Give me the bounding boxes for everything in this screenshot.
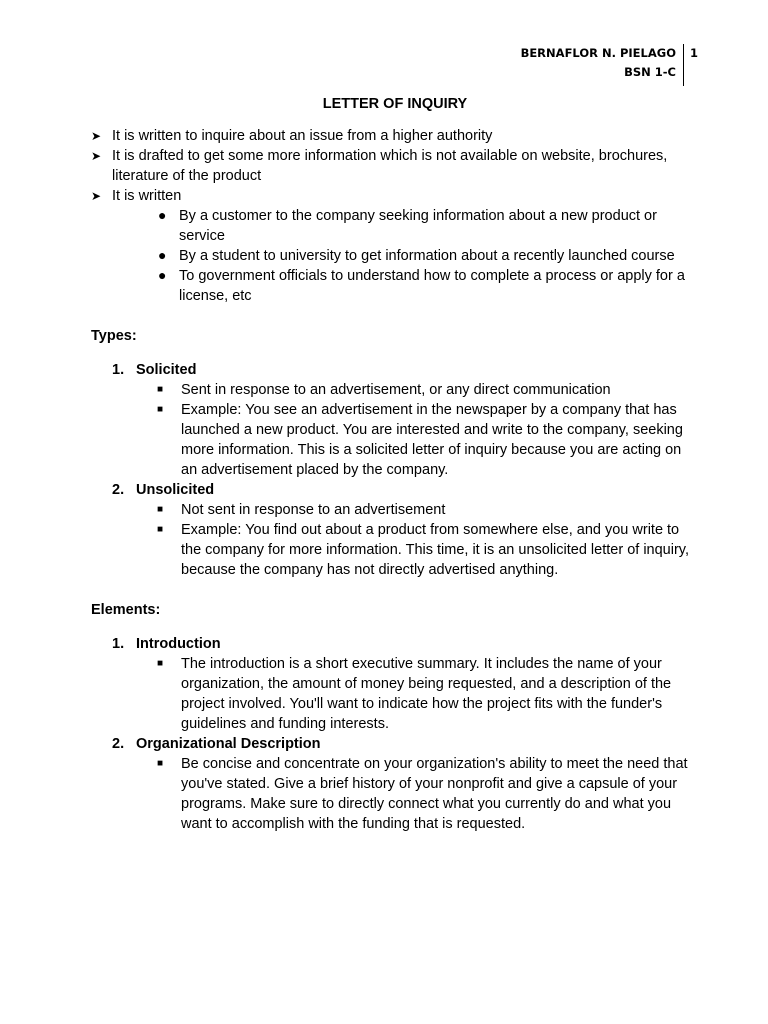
types-list <box>91 360 691 580</box>
list-item: ■ Example: You find out about a product from somewhere else, and you write to the company for more information. This time, it is an unsolicited letter of inquiry, because the company has not directly advertised anything. <box>157 522 689 578</box>
list-item: 2. Organizational Description ■ Be concise and concentrate on your organization's ability to meet the need that you've stated. Give a brief history of your nonprofit and give a capsule of your programs. Make sure to directly connect what you currently do and what you want to accomplish with the funding that is requested. <box>112 734 691 834</box>
list-item: ■ Sent in response to an advertisement, or any direct communication <box>157 382 611 398</box>
elements-heading: Elements: <box>91 602 161 618</box>
square-bullet-icon: ■ <box>157 758 164 769</box>
list-item: ■ Not sent in response to an advertisement <box>157 502 446 518</box>
list-item: ■ The introduction is a short executive summary. It includes the name of your organization, the amount of money being requested, and a description of the project involved. You'll want to indicate how the project fits with the funder's guidelines and funding interests. <box>157 656 672 732</box>
element-title: Introduction <box>136 636 221 652</box>
list-item: ● By a customer to the company seeking information about a new product or service <box>158 207 657 244</box>
intro-list <box>91 126 691 306</box>
list-item: ● By a student to university to get information about a recently launched course <box>158 247 675 264</box>
dot-bullet-icon: ● <box>158 267 167 283</box>
page-number: 1 <box>689 46 698 60</box>
element-title: Organizational Description <box>136 736 321 752</box>
square-bullet-icon: ■ <box>157 384 164 395</box>
list-item: 1. Introduction ■ The introduction is a short executive summary. It includes the name of your organization, the amount of money being requested, and a description of the project involved. You'll want to indicate how the project fits with the funder's guidelines and funding interests. <box>112 634 691 734</box>
arrow-bullet-icon: ➤ <box>91 189 102 203</box>
author-name: BERNAFLOR N. PIELAGO <box>520 46 676 60</box>
intro-sub-list <box>112 206 691 306</box>
list-item: ➤ It is written to inquire about an issue from a higher authority <box>91 128 493 144</box>
list-item: ● To government officials to understand how to complete a process or apply for a license, etc <box>158 267 685 304</box>
list-item: 1. Solicited ■ Sent in response to an advertisement, or any direct communication ■ Example: You see an advertisement in the newspaper by a company that has launched a new product. You are interested and write to the company, seeking more information. This is a solicited letter of inquiry because you are acting on an advertisement placed by the company. <box>112 360 691 480</box>
square-bullet-icon: ■ <box>157 404 164 415</box>
author-section: BSN 1-C <box>624 65 676 79</box>
square-bullet-icon: ■ <box>157 658 164 669</box>
page-header <box>521 44 698 86</box>
list-item: ■ Example: You see an advertisement in the newspaper by a company that has launched a new product. You are interested and write to the company, seeking more information. This is a solicited letter of inquiry because you are acting on an advertisement placed by the company. <box>157 402 683 478</box>
page-title: LETTER OF INQUIRY <box>322 96 468 112</box>
type-title: Unsolicited <box>136 482 215 498</box>
arrow-bullet-icon: ➤ <box>91 129 102 143</box>
type-title: Solicited <box>136 362 197 378</box>
list-item: ■ Be concise and concentrate on your organization's ability to meet the need that you've stated. Give a brief history of your nonprofit and give a capsule of your programs. Make sure to directly connect what you currently do and what you want to accomplish with the funding that is requested. <box>157 756 688 832</box>
dot-bullet-icon: ● <box>158 247 167 263</box>
square-bullet-icon: ■ <box>157 524 164 535</box>
types-heading: Types: <box>91 328 137 344</box>
dot-bullet-icon: ● <box>158 207 167 223</box>
elements-list <box>91 634 691 834</box>
arrow-bullet-icon: ➤ <box>91 149 102 163</box>
list-item: ➤ It is drafted to get some more information which is not available on website, brochures, literature of the product <box>91 148 668 184</box>
square-bullet-icon: ■ <box>157 504 164 515</box>
list-item: ➤ It is written ● By a customer to the company seeking information about a new product or service ● By a student to university to get information about a recently launched course ● To government officials to understand how to complete a process or apply for a license, etc <box>91 186 691 306</box>
list-item: 2. Unsolicited ■ Not sent in response to an advertisement ■ Example: You find out about a product from somewhere else, and you write to the company for more information. This time, it is an unsolicited letter of inquiry, because the company has not directly advertised anything. <box>112 482 689 578</box>
document-body <box>91 94 691 834</box>
